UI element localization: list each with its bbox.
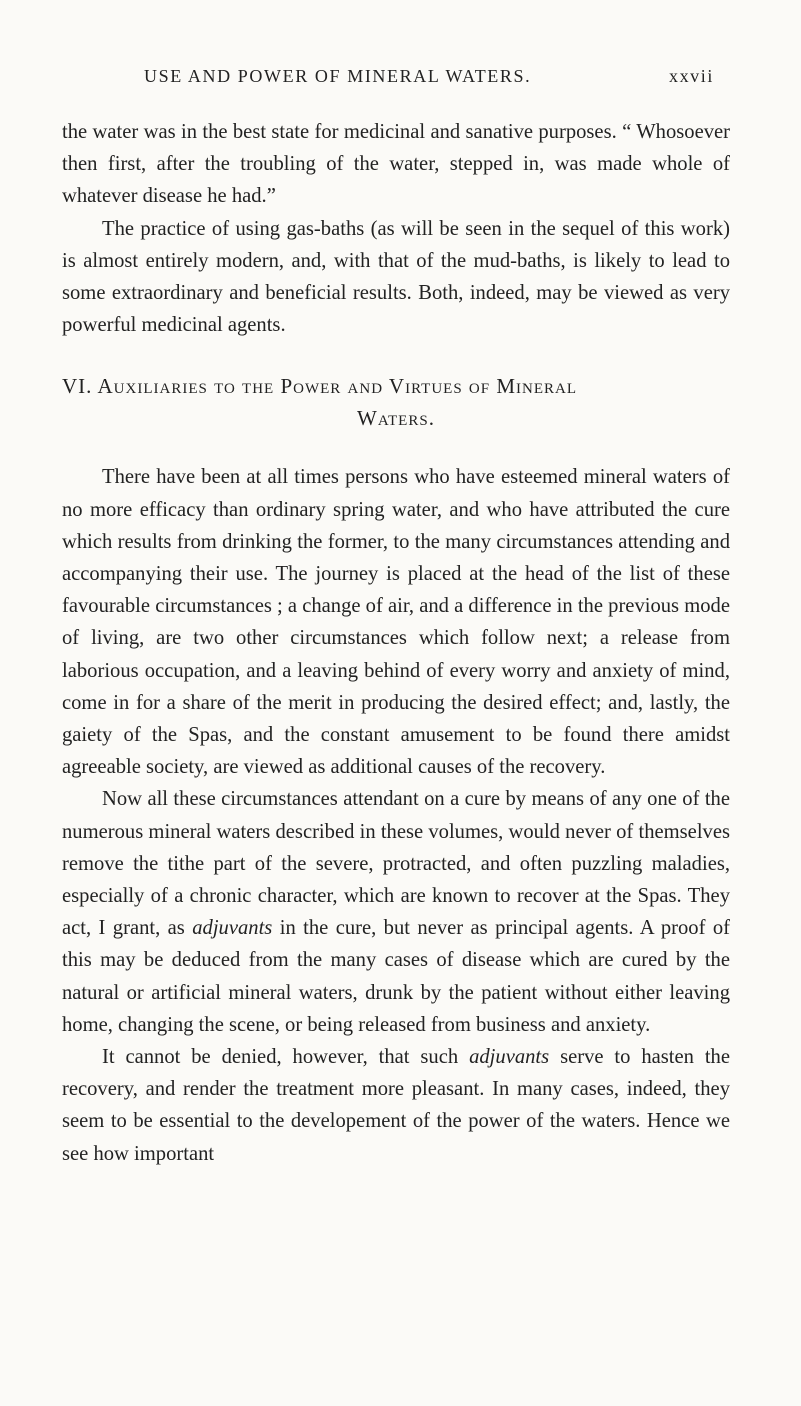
text-segment: It cannot be denied, however, that such: [102, 1046, 470, 1069]
page-body: [62, 116, 730, 1170]
emphasis: adjuvants: [469, 1046, 550, 1069]
page-number: xxvii: [668, 66, 714, 86]
section-heading-line2: Waters.: [357, 406, 435, 431]
text-segment: serve to hasten the recovery, and render the treatment more pleasant. In many cases, indeed, they seem to be essential to the developement of the power of the waters. Hence we see how important: [62, 1046, 730, 1165]
paragraph-continuation: the water was in the best state for medicinal and sanative purposes. “ Whosoever then first, after the troubling of the water, stepped in, was made whole of whatever disease he had.”: [62, 121, 730, 208]
emphasis: adjuvants: [192, 917, 273, 940]
running-header: [144, 66, 714, 87]
paragraph-auxiliaries: There have been at all times persons who have esteemed mineral waters of no more efficacy than ordinary spring water, and who have attributed the cure which results from drinking the former, to the many circumstances attending and accompanying their use. The journey is placed at the head of the list of these favourable circumstances ; a change of air, and a difference in the previous mode of living, are two other circumstances which follow next; a release from laborious occupation, and a leaving behind of every worry and anxiety of mind, come in for a share of the merit in producing the desired effect; and, lastly, the gaiety of the Spas, and the constant amusement to be found there amidst agreeable society, are viewed as additional causes of the recovery.: [62, 466, 730, 779]
text-segment: Now all these circumstances attendant on a cure by means of any one of the numerous mineral waters described in these volumes, would never of themselves remove the tithe part of the severe, protracted, and often puzzling maladies, especially of a chronic character, which are known to recover at the Spas. They act, I grant, as: [62, 788, 730, 940]
paragraph-gas-baths: The practice of using gas-baths (as will be seen in the sequel of this work) is almost entirely modern, and, with that of the mud-baths, is likely to lead to some extraordinary and beneficial results. Both, indeed, may be viewed as very powerful medicinal agents.: [62, 217, 730, 337]
paragraph-circumstances: [62, 783, 730, 1041]
text-segment: in the cure, but never as principal agents. A proof of this may be deduced from the many cases of disease which are cured by the natural or artificial mineral waters, drunk by the patient without either leaving home, changing the scene, or being released from business and anxiety.: [62, 917, 730, 1036]
section-heading-line1: VI. Auxiliaries to the Power and Virtues of Mineral: [62, 374, 578, 399]
running-title: USE AND POWER OF MINERAL WATERS.: [144, 66, 532, 86]
section-heading: [62, 370, 730, 434]
paragraph-adjuvants: [62, 1041, 730, 1170]
